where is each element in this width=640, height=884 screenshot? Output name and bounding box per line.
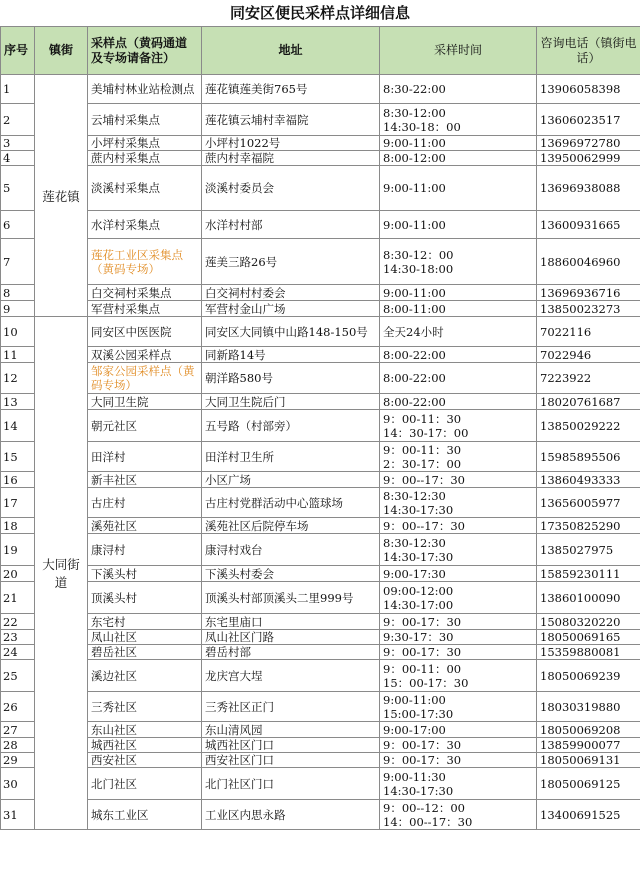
row-index: 3 (1, 136, 35, 151)
time-line: 14:30-17:30 (383, 783, 454, 798)
sampling-time (380, 410, 537, 442)
site-name: 邹家公园采样点（黄码专场） (88, 363, 202, 394)
time-line: 9：00-17：30 (383, 738, 462, 752)
table-row (1, 363, 640, 394)
time-line: 2：30-17：00 (383, 456, 462, 471)
contact-phone: 17350825290 (537, 518, 640, 534)
contact-phone: 13696936716 (537, 285, 640, 301)
sampling-time (380, 645, 537, 660)
site-name: 白交祠村采集点 (88, 285, 202, 301)
time-line: 09:00-12:00 (383, 583, 454, 598)
row-index: 19 (1, 534, 35, 566)
table-row (1, 104, 640, 136)
site-address: 西安社区门口 (202, 753, 380, 768)
site-name: 城东工业区 (88, 800, 202, 830)
table-row (1, 566, 640, 582)
town-cell: 大同街道 (35, 317, 88, 830)
row-index: 22 (1, 614, 35, 630)
sampling-time (380, 104, 537, 136)
sampling-time (380, 768, 537, 800)
time-line: 15：00-17：30 (383, 675, 469, 690)
time-line: 14：30-17：00 (383, 425, 469, 440)
table-row (1, 317, 640, 347)
table-row (1, 211, 640, 239)
site-name: 溪苑社区 (88, 518, 202, 534)
page-title: 同安区便民采样点详细信息 (229, 4, 410, 22)
row-index: 12 (1, 363, 35, 394)
row-index: 6 (1, 211, 35, 239)
table-row (1, 692, 640, 722)
contact-phone: 13696938088 (537, 166, 640, 211)
site-address: 同新路14号 (202, 347, 380, 363)
site-name: 下溪头村 (88, 566, 202, 582)
table-row (1, 75, 640, 104)
site-address: 下溪头村委会 (202, 566, 380, 582)
site-name: 美埔村林业站检测点 (88, 75, 202, 104)
site-name: 北门社区 (88, 768, 202, 800)
row-index: 13 (1, 394, 35, 410)
contact-phone: 18020761687 (537, 394, 640, 410)
contact-phone: 15859230111 (537, 566, 640, 582)
sampling-time (380, 488, 537, 518)
row-index: 28 (1, 738, 35, 753)
time-line: 15:00-17:30 (383, 706, 454, 721)
table-row (1, 582, 640, 614)
site-address: 蔗内村幸福院 (202, 151, 380, 166)
site-address: 军营村金山广场 (202, 301, 380, 317)
sampling-time (380, 151, 537, 166)
row-index: 10 (1, 317, 35, 347)
time-line: 8:30-12:30 (383, 535, 446, 550)
time-line: 14:30-18:00 (383, 261, 454, 276)
time-line: 9：00--17：30 (383, 472, 465, 487)
table-row (1, 534, 640, 566)
site-address: 水洋村村部 (202, 211, 380, 239)
site-name: 顶溪头村 (88, 582, 202, 614)
sampling-sites-table (0, 26, 640, 830)
sampling-time (380, 285, 537, 301)
time-line: 9：00--12：00 (383, 800, 465, 815)
site-address: 东山清风园 (202, 722, 380, 738)
sampling-time (380, 166, 537, 211)
site-name: 东山社区 (88, 722, 202, 738)
site-name: 云埔村采集点 (88, 104, 202, 136)
time-line: 9：00--17：30 (383, 518, 465, 533)
row-index: 8 (1, 285, 35, 301)
contact-phone: 7223922 (537, 363, 640, 394)
sampling-time (380, 75, 537, 104)
table-row (1, 394, 640, 410)
time-line: 8:00-22:00 (383, 347, 446, 362)
time-line: 9:00-11:00 (383, 217, 446, 232)
row-index: 2 (1, 104, 35, 136)
contact-phone: 7022946 (537, 347, 640, 363)
sampling-time (380, 753, 537, 768)
table-row (1, 410, 640, 442)
time-line: 8:00-11:00 (383, 301, 446, 316)
table-row (1, 347, 640, 363)
row-index: 4 (1, 151, 35, 166)
site-name: 水洋村采集点 (88, 211, 202, 239)
contact-phone: 13606023517 (537, 104, 640, 136)
contact-phone: 13656005977 (537, 488, 640, 518)
time-line: 9:00-17:00 (383, 722, 446, 737)
site-name: 城西社区 (88, 738, 202, 753)
sampling-time (380, 630, 537, 645)
contact-phone: 13850029222 (537, 410, 640, 442)
table-row (1, 285, 640, 301)
site-address: 朝洋路580号 (202, 363, 380, 394)
row-index: 17 (1, 488, 35, 518)
site-name: 同安区中医医院 (88, 317, 202, 347)
site-address: 莲美三路26号 (202, 239, 380, 285)
site-address: 康浔村戏台 (202, 534, 380, 566)
row-index: 29 (1, 753, 35, 768)
sampling-time (380, 239, 537, 285)
row-index: 21 (1, 582, 35, 614)
table-body (1, 75, 640, 830)
time-line: 14:30-17:30 (383, 549, 454, 564)
sampling-time (380, 534, 537, 566)
town-cell: 莲花镇 (35, 75, 88, 317)
site-address: 小坪村1022号 (202, 136, 380, 151)
site-address: 莲花镇莲美街765号 (202, 75, 380, 104)
table-row (1, 442, 640, 472)
site-address: 北门社区门口 (202, 768, 380, 800)
row-index: 25 (1, 660, 35, 692)
row-index: 30 (1, 768, 35, 800)
sampling-time (380, 518, 537, 534)
row-index: 9 (1, 301, 35, 317)
time-line: 9：00-17：30 (383, 614, 462, 629)
sampling-time (380, 347, 537, 363)
site-address: 五号路（村部旁） (202, 410, 380, 442)
row-index: 7 (1, 239, 35, 285)
site-name: 西安社区 (88, 753, 202, 768)
row-index: 11 (1, 347, 35, 363)
contact-phone: 13860493333 (537, 472, 640, 488)
site-name: 军营村采集点 (88, 301, 202, 317)
table-row (1, 518, 640, 534)
table-row (1, 660, 640, 692)
time-line: 8:00-22:00 (383, 394, 446, 409)
time-line: 14:30-17:00 (383, 597, 454, 612)
site-address: 东宅里庙口 (202, 614, 380, 630)
header-town: 镇街 (35, 27, 88, 75)
row-index: 15 (1, 442, 35, 472)
site-name: 东宅村 (88, 614, 202, 630)
header-time: 采样时间 (380, 27, 537, 75)
row-index: 16 (1, 472, 35, 488)
site-address: 白交祠村村委会 (202, 285, 380, 301)
sampling-time (380, 722, 537, 738)
table-row (1, 614, 640, 630)
table-row (1, 630, 640, 645)
row-index: 20 (1, 566, 35, 582)
table-row (1, 645, 640, 660)
sampling-time (380, 317, 537, 347)
site-name: 双溪公园采样点 (88, 347, 202, 363)
contact-phone: 13859900077 (537, 738, 640, 753)
time-line: 9:00-11:00 (383, 692, 446, 707)
site-address: 顶溪头村部顶溪头二里999号 (202, 582, 380, 614)
table-row (1, 151, 640, 166)
site-address: 大同卫生院后门 (202, 394, 380, 410)
sampling-time (380, 472, 537, 488)
sampling-time (380, 660, 537, 692)
site-address: 田洋村卫生所 (202, 442, 380, 472)
time-line: 9:00-11:00 (383, 285, 446, 300)
time-line: 全天24小时 (383, 324, 444, 339)
table-row (1, 166, 640, 211)
contact-phone: 18050069208 (537, 722, 640, 738)
contact-phone: 18050069165 (537, 630, 640, 645)
row-index: 26 (1, 692, 35, 722)
header-address: 地址 (202, 27, 380, 75)
row-index: 31 (1, 800, 35, 830)
time-line: 8:30-12:30 (383, 488, 446, 503)
contact-phone: 18860046960 (537, 239, 640, 285)
sampling-time (380, 738, 537, 753)
time-line: 9：00-17：30 (383, 753, 462, 767)
table-row (1, 301, 640, 317)
site-name: 莲花工业区采集点（黄码专场） (88, 239, 202, 285)
site-name: 大同卫生院 (88, 394, 202, 410)
site-address: 凤山社区门路 (202, 630, 380, 645)
sampling-time (380, 800, 537, 830)
header-phone: 咨询电话（镇街电话） (537, 27, 640, 75)
time-line: 9：00-17：30 (383, 645, 462, 659)
table-row (1, 722, 640, 738)
contact-phone: 18050069125 (537, 768, 640, 800)
time-line: 9：00-11：00 (383, 661, 462, 676)
time-line: 14：00--17：30 (383, 814, 473, 829)
row-index: 24 (1, 645, 35, 660)
site-name: 蔗内村采集点 (88, 151, 202, 166)
table-row (1, 768, 640, 800)
time-line: 9:00-11:00 (383, 136, 446, 150)
sampling-time (380, 211, 537, 239)
time-line: 9:00-17:30 (383, 566, 446, 581)
site-address: 碧岳村部 (202, 645, 380, 660)
contact-phone: 15985895506 (537, 442, 640, 472)
site-name: 凤山社区 (88, 630, 202, 645)
header-row (1, 27, 640, 75)
time-line: 9：00-11：30 (383, 411, 462, 426)
time-line: 9:00-11:30 (383, 769, 446, 784)
time-line: 9:30-17：30 (383, 630, 454, 644)
site-name: 朝元社区 (88, 410, 202, 442)
site-address: 龙庆宫大埕 (202, 660, 380, 692)
sampling-time (380, 301, 537, 317)
site-name: 康浔村 (88, 534, 202, 566)
contact-phone: 18050069131 (537, 753, 640, 768)
table-row (1, 800, 640, 830)
site-address: 小区广场 (202, 472, 380, 488)
time-line: 8:30-12：00 (383, 247, 454, 262)
header-site: 采样点（黄码通道及专场请备注） (88, 27, 202, 75)
table-row (1, 753, 640, 768)
contact-phone: 13600931665 (537, 211, 640, 239)
contact-phone: 13860100090 (537, 582, 640, 614)
contact-phone: 15080320220 (537, 614, 640, 630)
row-index: 5 (1, 166, 35, 211)
site-name: 古庄村 (88, 488, 202, 518)
time-line: 8:30-22:00 (383, 82, 446, 96)
contact-phone: 13906058398 (537, 75, 640, 104)
contact-phone: 15359880081 (537, 645, 640, 660)
table-row (1, 136, 640, 151)
sampling-time (380, 582, 537, 614)
row-index: 23 (1, 630, 35, 645)
time-line: 14:30-17:30 (383, 502, 454, 517)
site-address: 工业区内思永路 (202, 800, 380, 830)
contact-phone: 18030319880 (537, 692, 640, 722)
site-name: 三秀社区 (88, 692, 202, 722)
table-row (1, 472, 640, 488)
contact-phone: 13400691525 (537, 800, 640, 830)
site-address: 溪苑社区后院停车场 (202, 518, 380, 534)
row-index: 14 (1, 410, 35, 442)
time-line: 8:00-12:00 (383, 151, 446, 165)
site-address: 城西社区门口 (202, 738, 380, 753)
contact-phone: 13850023273 (537, 301, 640, 317)
time-line: 9：00-11：30 (383, 442, 462, 457)
contact-phone: 7022116 (537, 317, 640, 347)
sampling-time (380, 442, 537, 472)
sampling-time (380, 692, 537, 722)
sampling-time (380, 394, 537, 410)
sampling-time (380, 136, 537, 151)
contact-phone: 13696972780 (537, 136, 640, 151)
site-name: 溪边社区 (88, 660, 202, 692)
row-index: 18 (1, 518, 35, 534)
site-name: 碧岳社区 (88, 645, 202, 660)
site-address: 三秀社区正门 (202, 692, 380, 722)
site-name: 小坪村采集点 (88, 136, 202, 151)
site-address: 淡溪村委员会 (202, 166, 380, 211)
site-name: 淡溪村采集点 (88, 166, 202, 211)
contact-phone: 18050069239 (537, 660, 640, 692)
table-row (1, 488, 640, 518)
contact-phone: 1385027975 (537, 534, 640, 566)
table-row (1, 239, 640, 285)
time-line: 9:00-11:00 (383, 181, 446, 195)
time-line: 14:30-18：00 (383, 119, 461, 134)
site-address: 莲花镇云埔村幸福院 (202, 104, 380, 136)
site-address: 古庄村党群活动中心篮球场 (202, 488, 380, 518)
row-index: 1 (1, 75, 35, 104)
row-index: 27 (1, 722, 35, 738)
sampling-time (380, 363, 537, 394)
site-name: 新丰社区 (88, 472, 202, 488)
site-name: 田洋村 (88, 442, 202, 472)
header-index: 序号 (1, 27, 35, 75)
sampling-time (380, 566, 537, 582)
sampling-time (380, 614, 537, 630)
time-line: 8:30-12:00 (383, 105, 446, 120)
site-address: 同安区大同镇中山路148-150号 (202, 317, 380, 347)
contact-phone: 13950062999 (537, 151, 640, 166)
time-line: 8:00-22:00 (383, 371, 446, 385)
table-row (1, 738, 640, 753)
